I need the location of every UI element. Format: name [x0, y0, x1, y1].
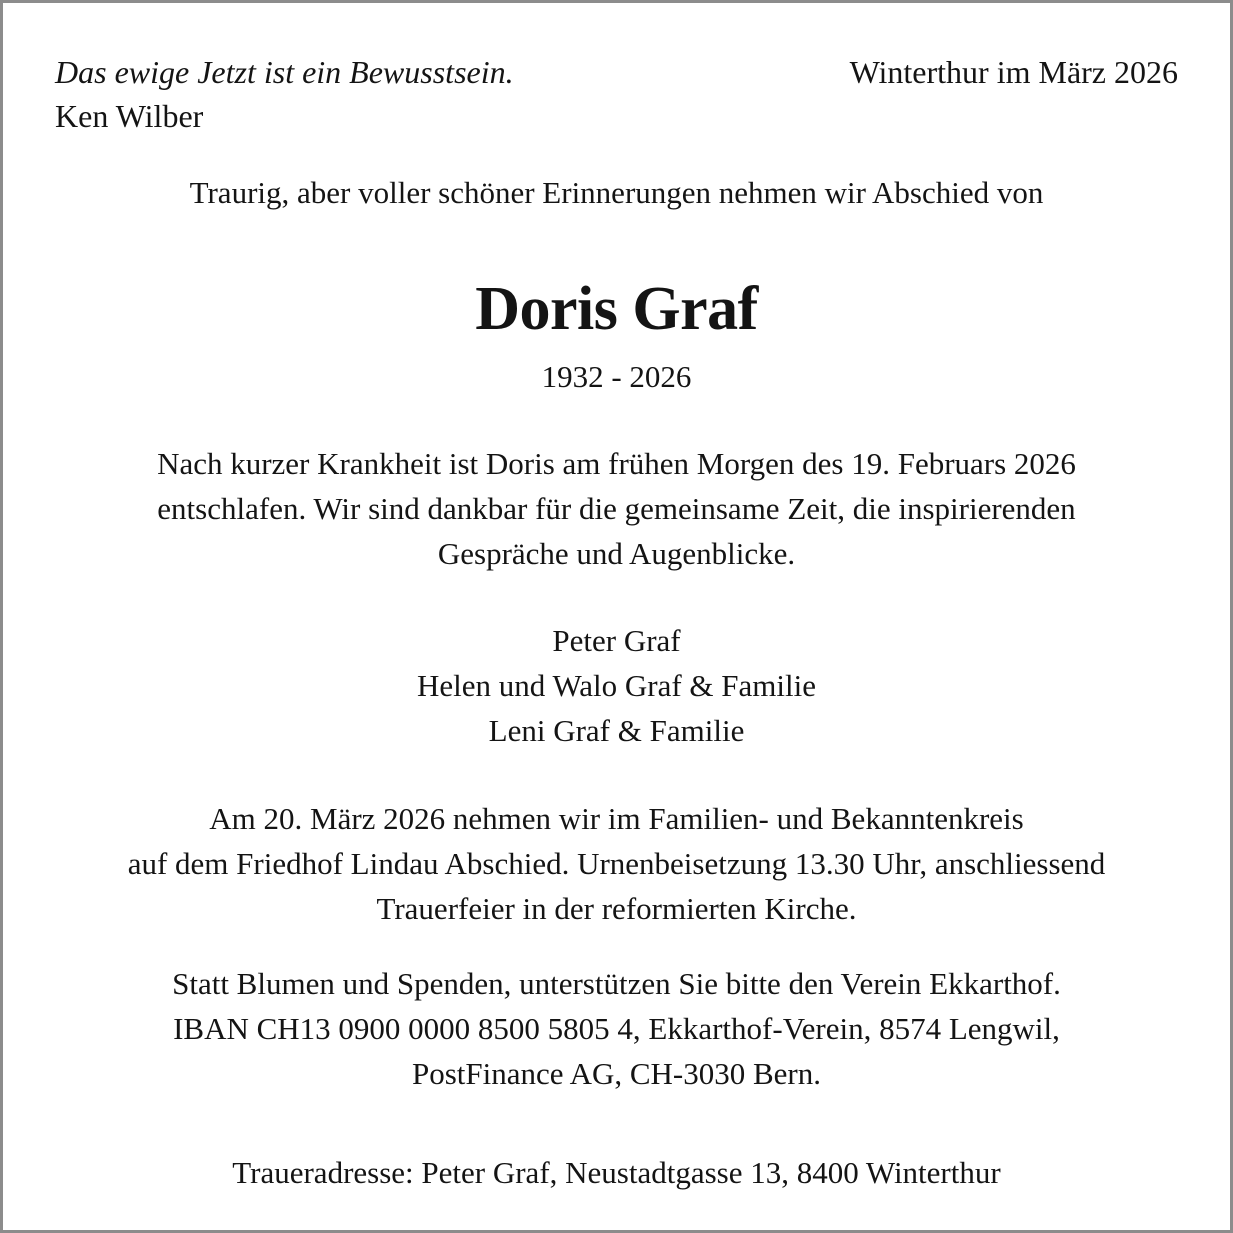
mourner-name: Leni Graf & Familie [488, 713, 745, 748]
epigraph [55, 50, 514, 138]
intro-text: Traurig, aber voller schöner Erinnerungen nehmen wir Abschied von [189, 175, 1044, 210]
place-and-date: Winterthur im März 2026 [849, 54, 1178, 90]
mourning-address: Traueradresse: Peter Graf, Neustadtgasse 13, 8400 Winterthur [232, 1155, 1001, 1190]
mourner-name: Helen und Walo Graf & Familie [417, 668, 816, 703]
life-years: 1932 - 2026 [541, 359, 692, 394]
announcement-line: Nach kurzer Krankheit ist Doris am frühen Morgen des 19. Februars 2026 [157, 446, 1076, 481]
announcement-line: entschlafen. Wir sind dankbar für die gemeinsame Zeit, die inspirierenden [157, 491, 1076, 526]
mourner-name: Peter Graf [552, 623, 681, 658]
announcement-paragraph [3, 441, 1230, 576]
donation-line: Statt Blumen und Spenden, unterstützen Sie bitte den Verein Ekkarthof. [172, 966, 1061, 1001]
deceased-name: Doris Graf [475, 275, 758, 343]
donation-line: PostFinance AG, CH-3030 Bern. [411, 1056, 821, 1091]
announcement-line: Gespräche und Augenblicke. [437, 536, 796, 571]
donation-paragraph [3, 961, 1230, 1096]
epigraph-author: Ken Wilber [55, 98, 204, 134]
donation-line: IBAN CH13 0900 0000 8500 5805 4, Ekkarthof-Verein, 8574 Lengwil, [173, 1011, 1060, 1046]
ceremony-line: Am 20. März 2026 nehmen wir im Familien- und Bekanntenkreis [209, 801, 1024, 836]
epigraph-quote: Das ewige Jetzt ist ein Bewusstsein. [55, 54, 514, 90]
ceremony-line: Trauerfeier in der reformierten Kirche. [376, 891, 857, 926]
ceremony-paragraph [3, 796, 1230, 931]
ceremony-line: auf dem Friedhof Lindau Abschied. Urnenbeisetzung 13.30 Uhr, anschliessend [127, 846, 1106, 881]
